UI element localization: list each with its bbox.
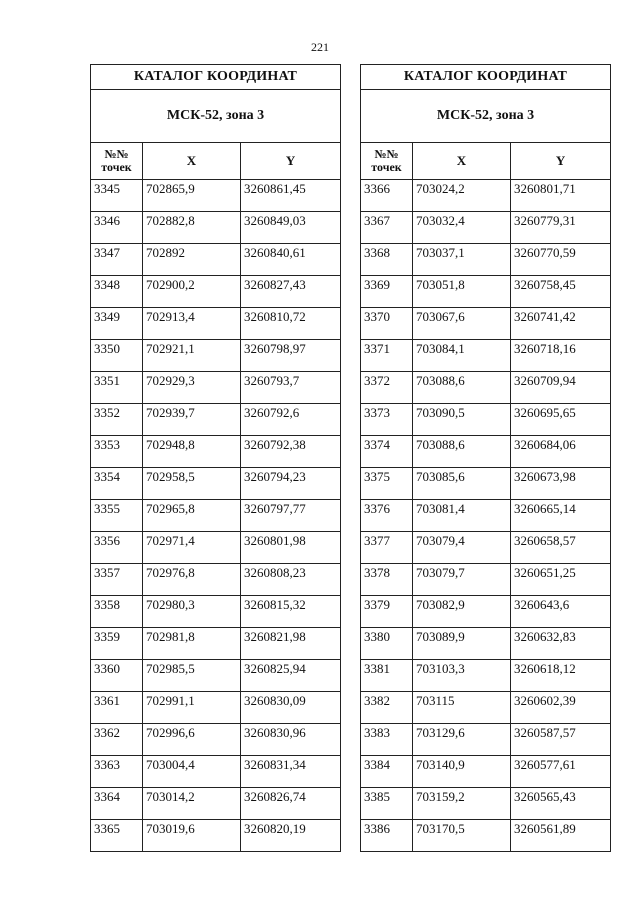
y-coordinate-cell: 3260794,23 xyxy=(241,468,341,500)
table-row xyxy=(361,436,611,468)
table-row xyxy=(91,596,341,628)
y-coordinate-cell: 3260602,39 xyxy=(511,692,611,724)
point-number-cell: 3372 xyxy=(361,372,413,404)
x-coordinate-cell: 703079,7 xyxy=(413,564,511,596)
x-coordinate-cell: 702965,8 xyxy=(143,500,241,532)
x-coordinate-cell: 703084,1 xyxy=(413,340,511,372)
y-coordinate-cell: 3260820,19 xyxy=(241,820,341,852)
page-number: 221 xyxy=(311,40,329,54)
table-row xyxy=(361,340,611,372)
x-coordinate-cell: 703129,6 xyxy=(413,724,511,756)
y-coordinate-cell: 3260587,57 xyxy=(511,724,611,756)
table-row xyxy=(91,276,341,308)
point-number-cell: 3375 xyxy=(361,468,413,500)
y-coordinate-cell: 3260695,65 xyxy=(511,404,611,436)
table-row xyxy=(91,404,341,436)
point-number-cell: 3358 xyxy=(91,596,143,628)
table-row xyxy=(91,628,341,660)
point-number-cell: 3360 xyxy=(91,660,143,692)
table-row xyxy=(91,212,341,244)
y-coordinate-cell: 3260793,7 xyxy=(241,372,341,404)
point-number-cell: 3356 xyxy=(91,532,143,564)
point-number-cell: 3381 xyxy=(361,660,413,692)
x-coordinate-cell: 702865,9 xyxy=(143,180,241,212)
table-row xyxy=(361,532,611,564)
point-number-cell: 3383 xyxy=(361,724,413,756)
y-coordinate-cell: 3260801,71 xyxy=(511,180,611,212)
x-coordinate-cell: 703067,6 xyxy=(413,308,511,340)
point-number-header-line2: точек xyxy=(371,160,402,174)
point-number-cell: 3345 xyxy=(91,180,143,212)
table-row xyxy=(361,660,611,692)
table-row xyxy=(91,308,341,340)
y-coordinate-cell: 3260565,43 xyxy=(511,788,611,820)
x-coordinate-cell: 703014,2 xyxy=(143,788,241,820)
point-number-header xyxy=(91,143,143,180)
point-number-cell: 3376 xyxy=(361,500,413,532)
table-row xyxy=(361,564,611,596)
x-coordinate-cell: 702948,8 xyxy=(143,436,241,468)
x-coordinate-cell: 702980,3 xyxy=(143,596,241,628)
table-row xyxy=(91,532,341,564)
x-coordinate-cell: 703089,9 xyxy=(413,628,511,660)
coordinate-catalog-table-right xyxy=(360,64,611,852)
x-column-header: X xyxy=(143,143,241,180)
x-coordinate-cell: 702921,1 xyxy=(143,340,241,372)
table-row xyxy=(91,564,341,596)
y-coordinate-cell: 3260821,98 xyxy=(241,628,341,660)
catalog-title: КАТАЛОГ КООРДИНАТ xyxy=(91,65,341,90)
point-number-cell: 3355 xyxy=(91,500,143,532)
table-row xyxy=(91,724,341,756)
y-coordinate-cell: 3260810,72 xyxy=(241,308,341,340)
table-row xyxy=(91,692,341,724)
point-number-cell: 3378 xyxy=(361,564,413,596)
y-coordinate-cell: 3260830,96 xyxy=(241,724,341,756)
table-row xyxy=(361,468,611,500)
point-number-cell: 3370 xyxy=(361,308,413,340)
y-coordinate-cell: 3260577,61 xyxy=(511,756,611,788)
y-column-header: Y xyxy=(241,143,341,180)
x-coordinate-cell: 702981,8 xyxy=(143,628,241,660)
x-coordinate-cell: 702913,4 xyxy=(143,308,241,340)
y-coordinate-cell: 3260815,32 xyxy=(241,596,341,628)
x-column-header: X xyxy=(413,143,511,180)
y-coordinate-cell: 3260779,31 xyxy=(511,212,611,244)
y-coordinate-cell: 3260643,6 xyxy=(511,596,611,628)
point-number-header-line2: точек xyxy=(101,160,132,174)
table-row xyxy=(91,756,341,788)
point-number-cell: 3363 xyxy=(91,756,143,788)
x-coordinate-cell: 702929,3 xyxy=(143,372,241,404)
point-number-cell: 3362 xyxy=(91,724,143,756)
y-coordinate-cell: 3260797,77 xyxy=(241,500,341,532)
table-row xyxy=(91,340,341,372)
point-number-cell: 3365 xyxy=(91,820,143,852)
x-coordinate-cell: 703037,1 xyxy=(413,244,511,276)
point-number-cell: 3361 xyxy=(91,692,143,724)
x-coordinate-cell: 703088,6 xyxy=(413,372,511,404)
x-coordinate-cell: 703159,2 xyxy=(413,788,511,820)
x-coordinate-cell: 703032,4 xyxy=(413,212,511,244)
y-coordinate-cell: 3260792,6 xyxy=(241,404,341,436)
catalog-rows xyxy=(361,180,611,852)
table-row xyxy=(361,724,611,756)
table-row xyxy=(361,404,611,436)
table-row xyxy=(91,180,341,212)
point-number-cell: 3386 xyxy=(361,820,413,852)
y-coordinate-cell: 3260618,12 xyxy=(511,660,611,692)
x-coordinate-cell: 703024,2 xyxy=(413,180,511,212)
point-number-header xyxy=(361,143,413,180)
y-coordinate-cell: 3260792,38 xyxy=(241,436,341,468)
x-coordinate-cell: 703051,8 xyxy=(413,276,511,308)
x-coordinate-cell: 702971,4 xyxy=(143,532,241,564)
y-coordinate-cell: 3260825,94 xyxy=(241,660,341,692)
y-coordinate-cell: 3260840,61 xyxy=(241,244,341,276)
y-coordinate-cell: 3260849,03 xyxy=(241,212,341,244)
x-coordinate-cell: 703019,6 xyxy=(143,820,241,852)
point-number-cell: 3367 xyxy=(361,212,413,244)
point-number-cell: 3359 xyxy=(91,628,143,660)
y-coordinate-cell: 3260801,98 xyxy=(241,532,341,564)
x-coordinate-cell: 703140,9 xyxy=(413,756,511,788)
y-coordinate-cell: 3260861,45 xyxy=(241,180,341,212)
point-number-cell: 3352 xyxy=(91,404,143,436)
table-row xyxy=(91,500,341,532)
y-coordinate-cell: 3260808,23 xyxy=(241,564,341,596)
point-number-cell: 3377 xyxy=(361,532,413,564)
point-number-cell: 3380 xyxy=(361,628,413,660)
y-coordinate-cell: 3260770,59 xyxy=(511,244,611,276)
table-row xyxy=(361,788,611,820)
x-coordinate-cell: 703079,4 xyxy=(413,532,511,564)
point-number-cell: 3382 xyxy=(361,692,413,724)
point-number-cell: 3374 xyxy=(361,436,413,468)
x-coordinate-cell: 703090,5 xyxy=(413,404,511,436)
point-number-cell: 3385 xyxy=(361,788,413,820)
table-row xyxy=(91,788,341,820)
point-number-cell: 3353 xyxy=(91,436,143,468)
y-coordinate-cell: 3260658,57 xyxy=(511,532,611,564)
y-coordinate-cell: 3260561,89 xyxy=(511,820,611,852)
coordinate-system-label: МСК-52, зона 3 xyxy=(91,90,341,143)
x-coordinate-cell: 703103,3 xyxy=(413,660,511,692)
table-row xyxy=(361,372,611,404)
table-row xyxy=(361,244,611,276)
point-number-header-line1: №№ xyxy=(104,147,129,161)
table-row xyxy=(361,820,611,852)
x-coordinate-cell: 702985,5 xyxy=(143,660,241,692)
table-row xyxy=(91,468,341,500)
table-row xyxy=(361,596,611,628)
table-row xyxy=(91,820,341,852)
point-number-cell: 3368 xyxy=(361,244,413,276)
x-coordinate-cell: 703004,4 xyxy=(143,756,241,788)
x-coordinate-cell: 703081,4 xyxy=(413,500,511,532)
y-coordinate-cell: 3260665,14 xyxy=(511,500,611,532)
x-coordinate-cell: 703115 xyxy=(413,692,511,724)
point-number-cell: 3373 xyxy=(361,404,413,436)
point-number-cell: 3351 xyxy=(91,372,143,404)
table-row xyxy=(91,660,341,692)
point-number-cell: 3348 xyxy=(91,276,143,308)
point-number-cell: 3369 xyxy=(361,276,413,308)
x-coordinate-cell: 703088,6 xyxy=(413,436,511,468)
point-number-cell: 3379 xyxy=(361,596,413,628)
point-number-cell: 3354 xyxy=(91,468,143,500)
table-row xyxy=(91,436,341,468)
point-number-cell: 3384 xyxy=(361,756,413,788)
x-coordinate-cell: 703082,9 xyxy=(413,596,511,628)
table-row xyxy=(361,276,611,308)
table-row xyxy=(361,500,611,532)
table-row xyxy=(91,244,341,276)
y-coordinate-cell: 3260826,74 xyxy=(241,788,341,820)
y-coordinate-cell: 3260827,43 xyxy=(241,276,341,308)
coordinate-system-label: МСК-52, зона 3 xyxy=(361,90,611,143)
catalog-rows xyxy=(91,180,341,852)
point-number-cell: 3357 xyxy=(91,564,143,596)
x-coordinate-cell: 702991,1 xyxy=(143,692,241,724)
point-number-cell: 3371 xyxy=(361,340,413,372)
x-coordinate-cell: 702939,7 xyxy=(143,404,241,436)
point-number-cell: 3346 xyxy=(91,212,143,244)
point-number-cell: 3366 xyxy=(361,180,413,212)
point-number-cell: 3347 xyxy=(91,244,143,276)
table-row xyxy=(361,212,611,244)
catalog-title: КАТАЛОГ КООРДИНАТ xyxy=(361,65,611,90)
x-coordinate-cell: 702976,8 xyxy=(143,564,241,596)
y-coordinate-cell: 3260632,83 xyxy=(511,628,611,660)
y-coordinate-cell: 3260651,25 xyxy=(511,564,611,596)
x-coordinate-cell: 702900,2 xyxy=(143,276,241,308)
table-row xyxy=(361,308,611,340)
y-coordinate-cell: 3260709,94 xyxy=(511,372,611,404)
y-coordinate-cell: 3260718,16 xyxy=(511,340,611,372)
x-coordinate-cell: 702882,8 xyxy=(143,212,241,244)
y-coordinate-cell: 3260673,98 xyxy=(511,468,611,500)
x-coordinate-cell: 703170,5 xyxy=(413,820,511,852)
y-coordinate-cell: 3260798,97 xyxy=(241,340,341,372)
y-coordinate-cell: 3260684,06 xyxy=(511,436,611,468)
y-coordinate-cell: 3260830,09 xyxy=(241,692,341,724)
x-coordinate-cell: 703085,6 xyxy=(413,468,511,500)
table-row xyxy=(361,628,611,660)
y-coordinate-cell: 3260741,42 xyxy=(511,308,611,340)
table-row xyxy=(361,692,611,724)
x-coordinate-cell: 702996,6 xyxy=(143,724,241,756)
point-number-cell: 3349 xyxy=(91,308,143,340)
coordinate-catalog-table-left xyxy=(90,64,341,852)
y-coordinate-cell: 3260831,34 xyxy=(241,756,341,788)
point-number-cell: 3350 xyxy=(91,340,143,372)
point-number-header-line1: №№ xyxy=(374,147,399,161)
y-coordinate-cell: 3260758,45 xyxy=(511,276,611,308)
x-coordinate-cell: 702892 xyxy=(143,244,241,276)
x-coordinate-cell: 702958,5 xyxy=(143,468,241,500)
table-row xyxy=(91,372,341,404)
table-row xyxy=(361,756,611,788)
point-number-cell: 3364 xyxy=(91,788,143,820)
y-column-header: Y xyxy=(511,143,611,180)
table-row xyxy=(361,180,611,212)
